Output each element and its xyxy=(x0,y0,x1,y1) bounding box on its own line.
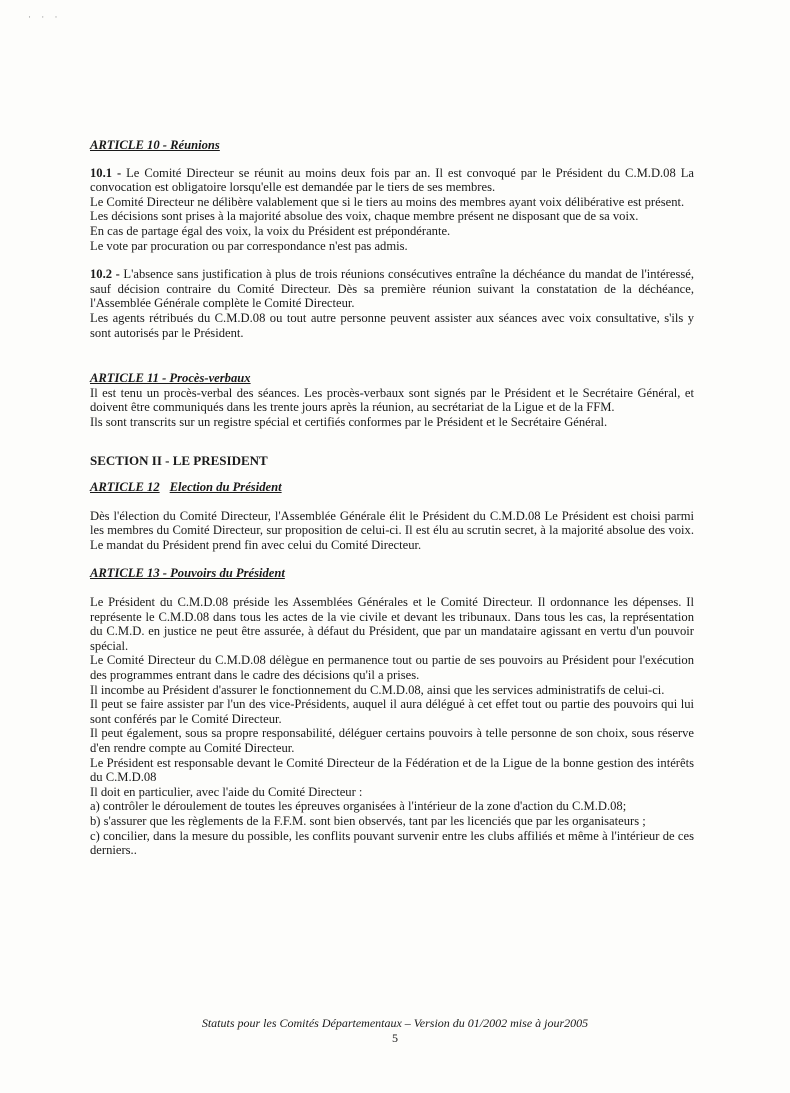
article-12-heading xyxy=(90,480,694,495)
article-13-line-3: Il peut se faire assister par l'un des vice-Présidents, auquel il aura délégué à cet effet tout ou partie des pouvoirs qui lui sont conférés par le Comité Directeur. xyxy=(90,697,694,726)
article-13-line-4: Il peut également, sous sa propre responsabilité, déléguer certains pouvoirs à telle personne de son choix, sous réserve d'en rendre compte au Comité Directeur. xyxy=(90,726,694,755)
article-10-2-text-0: L'absence sans justification à plus de trois réunions consécutives entraîne la déchéance du mandat de l'intéressé, sauf décision contraire du Comité Directeur. Dès sa première réunion suivant la constatation de la déchéance, l'Assemblée Générale complète le Comité Directeur. xyxy=(90,267,695,311)
article-10-2-number: 10.2 - xyxy=(90,267,120,282)
article-13-line-7: a) contrôler le déroulement de toutes les épreuves organisées à l'intérieur de la zone d'action du C.M.D.08; xyxy=(90,799,627,814)
article-10-1-text-0: Le Comité Directeur se réunit au moins deux fois par an. Il est convoqué par le Président du C.M.D.08 La convocation est obligatoire lorsqu'elle est demandée par le tiers de ses membres. xyxy=(90,165,694,195)
article-10-heading: ARTICLE 10 - Réunions xyxy=(90,138,220,152)
article-13-line-9: c) concilier, dans la mesure du possible, les conflits pouvant survenir entre les clubs affiliés et même à l'intérieur de ces derniers.. xyxy=(90,828,694,858)
article-13-body xyxy=(90,595,694,858)
article-13-line-1: Le Comité Directeur du C.M.D.08 délègue en permanence tout ou partie de ses pouvoirs au Président pour l'exécution des programmes entrant dans le cadre des décisions qu'il a prises. xyxy=(90,653,694,683)
article-12-body xyxy=(90,509,694,553)
article-13-line-6: Il doit en particulier, avec l'aide du Comité Directeur : xyxy=(90,784,363,799)
article-10-2-line-0 xyxy=(90,267,694,311)
article-12-text: Dès l'élection du Comité Directeur, l'Assemblée Générale élit le Président du C.M.D.08 Le Président est choisi parmi les membres du Comité Directeur, sur proposition de celui-ci. Il est élu au scrutin secret, à la majorité absolue des voix. Le mandat du Président prend fin avec celui du Comité Directeur. xyxy=(90,508,694,552)
scan-specks: · · · xyxy=(28,12,62,22)
page-content xyxy=(90,138,694,858)
article-13-line-2: Il incombe au Président d'assurer le fonctionnement du C.M.D.08, ainsi que les services administratifs de celui-ci. xyxy=(90,682,665,697)
article-10-1 xyxy=(90,166,694,254)
article-12-heading-sub: Election du Président xyxy=(169,480,282,495)
article-12-heading-label: ARTICLE 12 xyxy=(90,480,160,495)
article-11-body xyxy=(90,386,694,430)
article-11-line-0: Il est tenu un procès-verbal des séances. Les procès-verbaux sont signés par le Président et le Secrétaire Général, et doivent être communiqués dans les trente jours après la réunion, au secrétariat de la Ligue et de la FFM. xyxy=(90,385,694,415)
article-13-line-8: b) s'assurer que les règlements de la F.F.M. sont bien observés, tant par les licenciés que par les organisateurs ; xyxy=(90,813,646,828)
article-11-heading: ARTICLE 11 - Procès-verbaux xyxy=(90,371,251,386)
article-10-2-line-1: Les agents rétribués du C.M.D.08 ou tout autre personne peuvent assister aux séances avec voix consultative, s'ils y sont autorisés par le Président. xyxy=(90,310,694,340)
article-10-1-line-2: Les décisions sont prises à la majorité absolue des voix, chaque membre présent ne disposant que de sa voix. xyxy=(90,209,639,224)
article-13-line-0: Le Président du C.M.D.08 préside les Assemblées Générales et le Comité Directeur. Il ordonnance les dépenses. Il représente le C.M.D.08 dans tous les actes de la vie civile et devant les tribunaux. Dans tous les cas, la représentation du C.M.D. en justice ne peut être assurée, à défaut du Président, que par un mandataire agissant en vertu d'un pouvoir spécial. xyxy=(90,595,694,653)
article-10-1-line-3: En cas de partage égal des voix, la voix du Président est prépondérante. xyxy=(90,223,451,238)
section-2-title: SECTION II - LE PRESIDENT xyxy=(90,452,268,468)
article-10-1-number: 10.1 - xyxy=(90,165,122,180)
page-number: 5 xyxy=(392,1031,398,1045)
article-10-2 xyxy=(90,267,694,340)
article-10-1-line-4: Le vote par procuration ou par correspondance n'est pas admis. xyxy=(90,238,408,253)
article-10-1-line-1: Le Comité Directeur ne délibère valablement que si le tiers au moins des membres ayant voix délibérative est présent. xyxy=(90,194,685,209)
article-10-1-line-0 xyxy=(90,166,694,195)
article-11-line-1: Ils sont transcrits sur un registre spécial et certifiés conformes par le Président et le Secrétaire Général. xyxy=(90,414,608,429)
article-13-heading: ARTICLE 13 - Pouvoirs du Président xyxy=(90,566,285,581)
page-footer: Statuts pour les Comités Départementaux – Version du 01/2002 mise à jour2005 xyxy=(201,1016,589,1030)
article-13-line-5: Le Président est responsable devant le Comité Directeur de la Fédération et de la Ligue de la bonne gestion des intérêts du C.M.D.08 xyxy=(90,755,694,785)
